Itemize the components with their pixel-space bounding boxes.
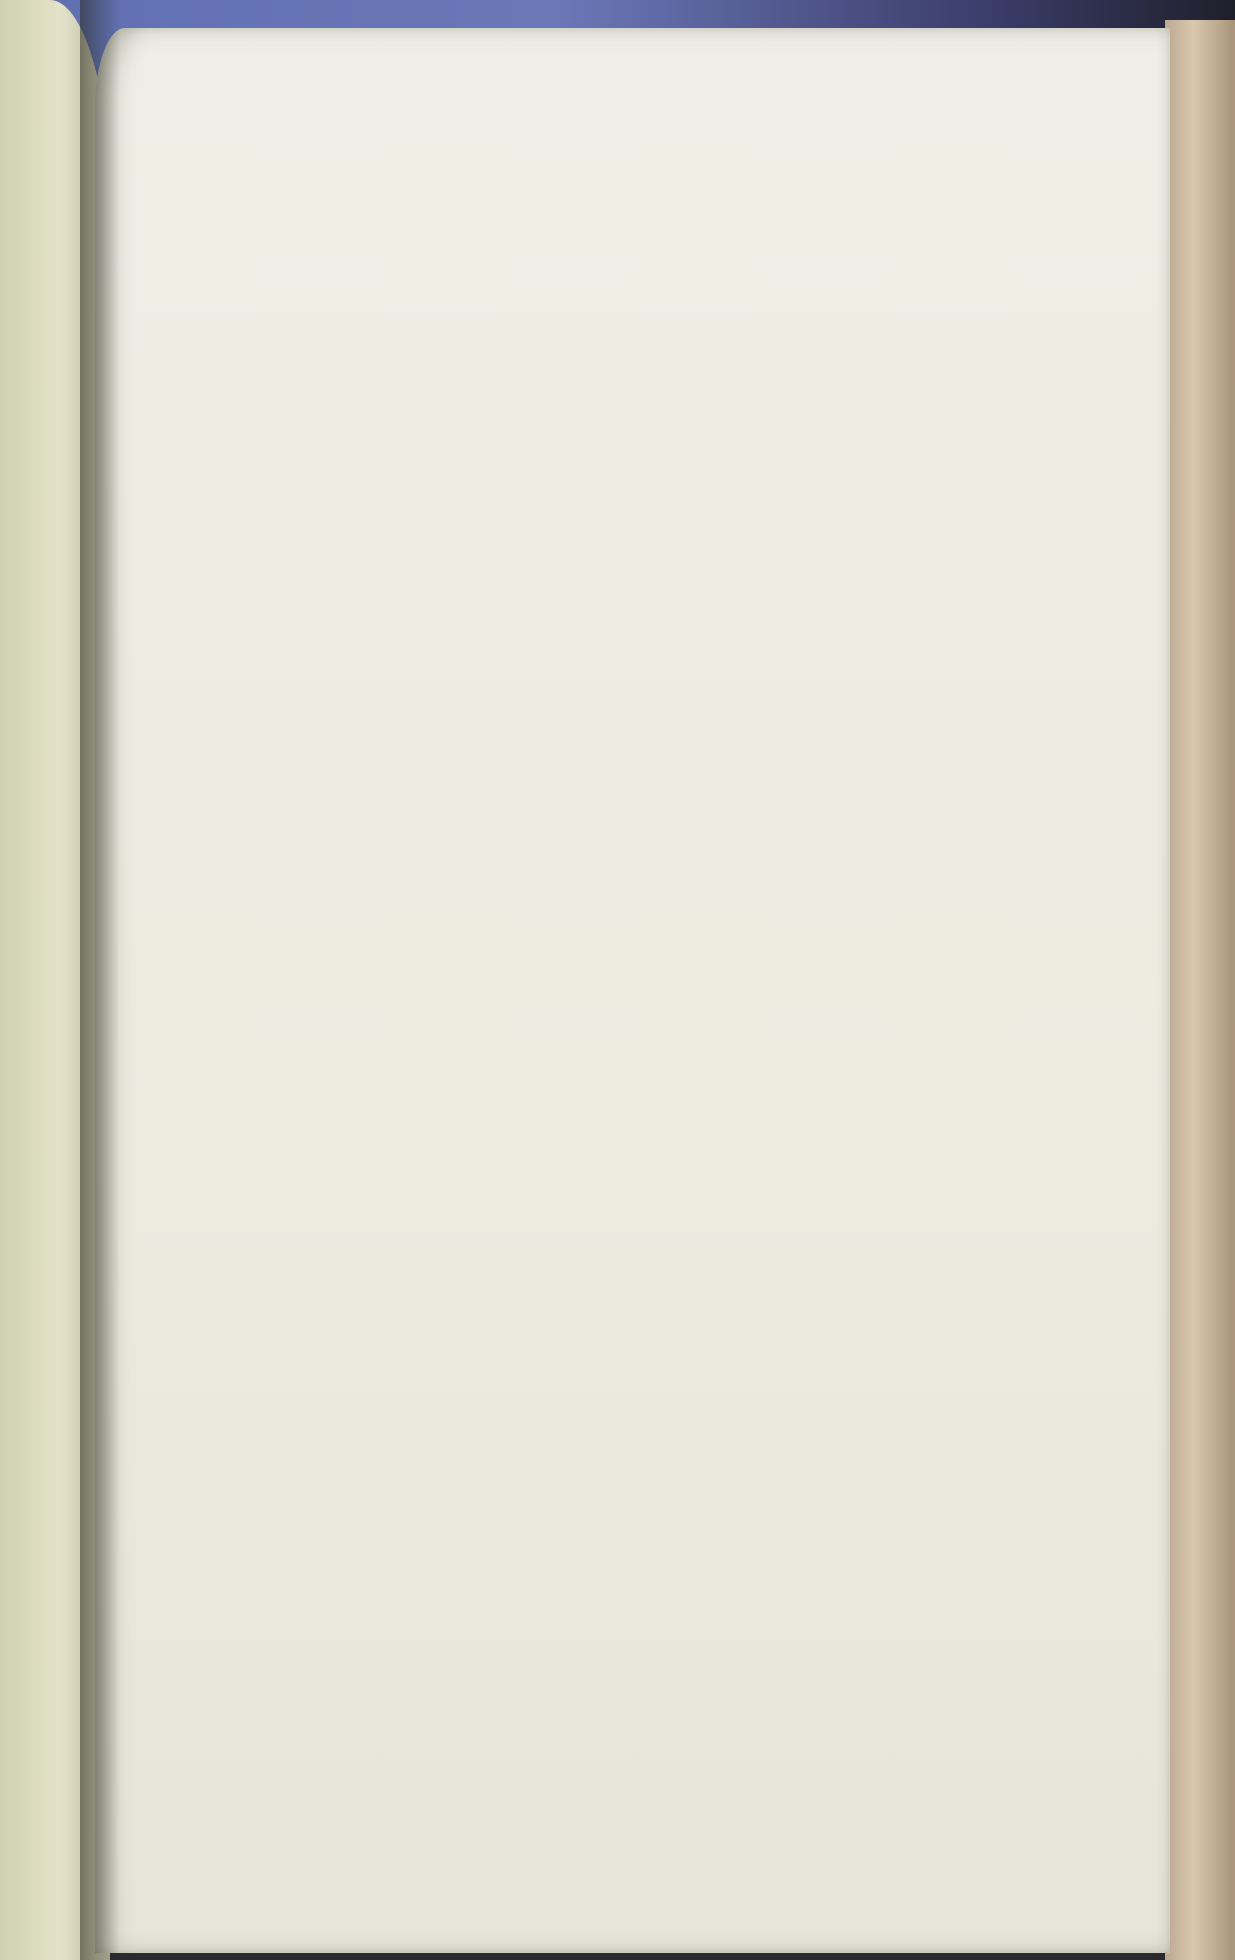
page-text <box>95 28 1170 1953</box>
gutter-shadow <box>80 0 120 1960</box>
book-edge <box>1165 20 1235 1960</box>
right-page <box>95 28 1170 1953</box>
